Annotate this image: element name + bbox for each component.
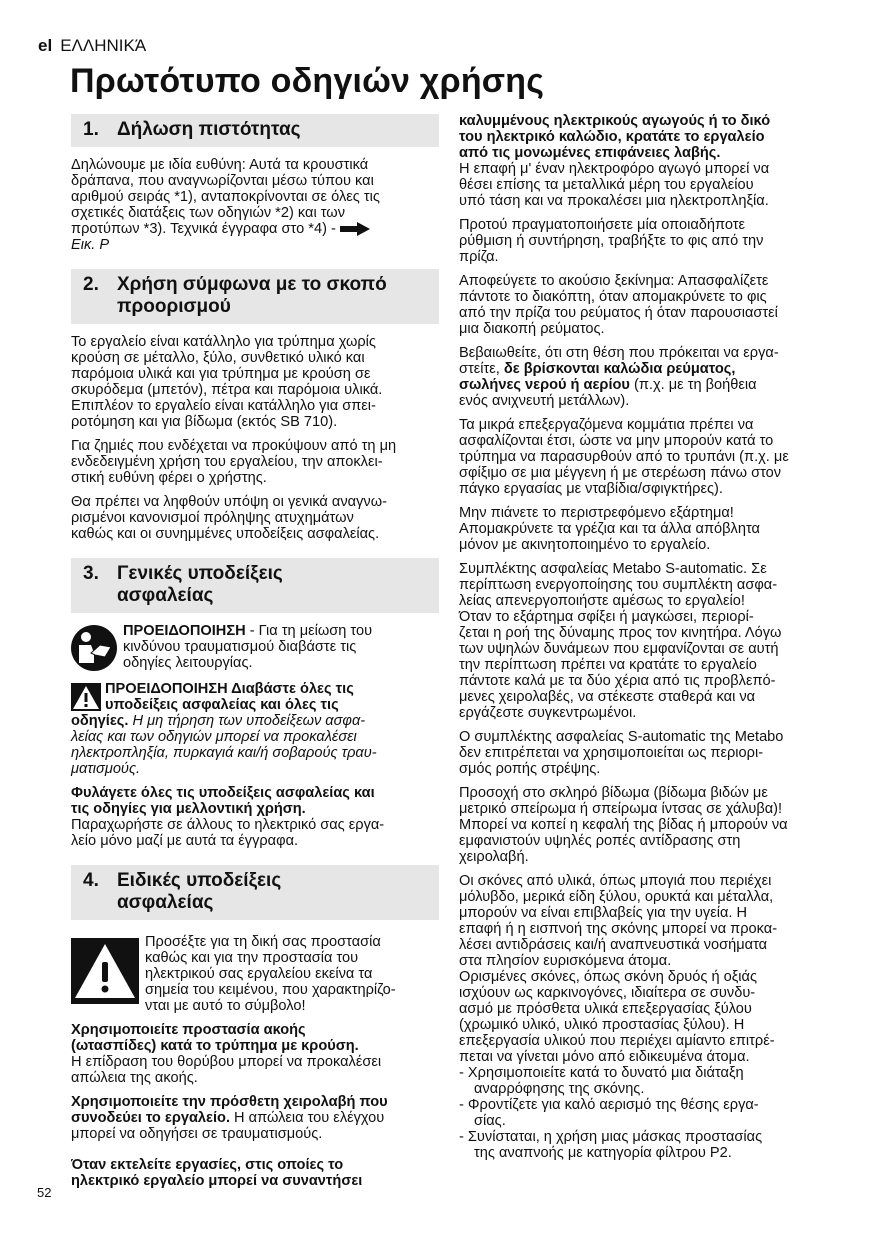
paragraph: Τα μικρά επεξεργαζόμενα κομμάτια πρέπει να ασφαλίζονται έτσι, ώστε να μην μπορούν κατά το τρύπημα να παρασυρθούν από το τρυπάνι (π.χ. με σφίξιμο σε μια μέγγενη ή με στερέωση πάνω στον πάγκο εργασίας με νταβίδια/σφιγκτήρες). — [459, 417, 789, 497]
paragraph-text: (π.χ. με τη βοήθεια ενός ανιχνευτή μετάλλων). — [459, 377, 757, 409]
warning-read-manual — [71, 623, 439, 671]
warning-text: - Για τη μείωση του κινδύνου τραυματισμού διαβάστε τις οδηγίες λειτουργίας. — [123, 623, 373, 671]
paragraph-text: Δηλώνουμε με ιδία ευθύνη: Αυτά τα κρουστικά δράπανα, που αναγνωρίζονται μέσω τύπου και αριθμού σειράς *1), ανταποκρίνονται σε όλες τις σχετικές διατάξεις των οδηγιών *2) και των προτύπων *3). Τεχνικά έγγραφα στο *4) - — [71, 157, 380, 237]
warning-italic-text: Η μη τήρηση των υποδείξεων ασφα- λείας και των οδηγιών μπορεί να προκαλέσει ηλεκτροπληξία, πυρκαγιά και/ή σοβαρούς τραυ- ματισμούς. — [71, 713, 377, 777]
dust-bullet-list — [459, 1065, 834, 1161]
paragraph — [459, 113, 834, 209]
paragraph — [71, 785, 439, 849]
paragraph — [71, 1157, 451, 1189]
read-manual-icon — [71, 625, 117, 671]
warning-symbol-note — [71, 934, 439, 1014]
section-heading-1 — [71, 114, 439, 147]
paragraph: Αποφεύγετε το ακούσιο ξεκίνημα: Απασφαλίζετε πάντοτε το διακόπτη, όταν απομακρύνετε το φις από την πρίζα του ρεύματος ή όταν παρουσιαστεί μια διακοπή ρεύματος. — [459, 273, 778, 337]
paragraph-text: Η επίδραση του θορύβου μπορεί να προκαλέσει απώλεια της ακοής. — [71, 1054, 382, 1086]
section-number: 1. — [83, 119, 99, 140]
bold-text: Όταν εκτελείτε εργασίες, στις οποίες το ηλεκτρικό εργαλείο μπορεί να συναντήσει — [71, 1157, 363, 1189]
figure-reference: Εικ. P — [71, 237, 110, 253]
paragraph — [71, 1094, 439, 1142]
section-number: 2. — [83, 274, 99, 295]
paragraph: Θα πρέπει να ληφθούν υπόψη οι γενικά αναγνω- ρισμένοι κανονισμοί πρόληψης ατυχημάτων καθώς και οι συνημμένες υποδείξεις ασφαλείας. — [71, 494, 387, 542]
declaration-paragraph — [71, 157, 439, 253]
language-code: el — [38, 36, 53, 55]
paragraph: Μην πιάνετε το περιστρεφόμενο εξάρτημα! Απομακρύνετε τα γρέζια και τα άλλα απόβλητα μόνον με ακινητοποιημένο το εργαλείο. — [459, 505, 760, 553]
bold-text: Χρησιμοποιείτε προστασία ακοής (ωτασπίδες) κατά το τρύπημα με κρούση. — [71, 1022, 359, 1054]
section-title: Ειδικές υποδείξεις ασφαλείας — [117, 870, 282, 913]
warning-text: Προσέξτε για τη δική σας προστασία καθώς και για την προστασία του ηλεκτρικού σας εργαλείου εκείνα τα σημεία του κειμένου, που χαρακτηρίζο- νται με αυτό το σύμβολο! — [145, 934, 396, 1014]
paragraph: Ο συμπλέκτης ασφαλείας S-automatic της Metabo δεν επιτρέπεται να χρησιμοποιείται ως περιορι- σμός ροπής στρέψης. — [459, 729, 784, 777]
paragraph: Το εργαλείο είναι κατάλληλο για τρύπημα χωρίς κρούση σε μέταλλο, ξύλο, συνθετικό υλικό και παρόμοια υλικά και για τρύπημα με κρούση σε σκυρόδεμα (μπετόν), πέτρα και παρόμοια υλικά. Επιπλέον το εργαλείο είναι κατάλληλο για σπει- ροτόμηση και για βίδωμα (εκτός SB 710). — [71, 334, 383, 430]
section-title: Γενικές υποδείξεις ασφαλείας — [117, 563, 283, 606]
arrow-right-icon — [340, 222, 370, 236]
paragraph-text: Παραχωρήστε σε άλλους το ηλεκτρικό σας εργα- λείο μόνο μαζί με αυτά τα έγγραφα. — [71, 817, 385, 849]
list-item: - Συνίσταται, η χρήση μιας μάσκας προστασίας της αναπνοής με κατηγορία φίλτρου P2. — [459, 1129, 763, 1161]
bold-text: δε βρίσκονται καλώδια ρεύματος, σωλήνες νερού ή αερίου — [459, 361, 736, 393]
paragraph: Συμπλέκτης ασφαλείας Metabo S-automatic. Σε περίπτωση ενεργοποίησης του συμπλέκτη ασφα- λείας απενεργοποιήστε αμέσως το εργαλείο! Όταν το εξάρτημα σφίξει ή μαγκώσει, περιορί- ζεται η ροή της δύναμης προς τον κινητήρα. Λόγω των υψηλών δυνάμεων που εμφανίζονται σε αυτή την περίπτωση πρέπει να κρατάτε το εργαλείο πάντοτε καλά με τα δύο χέρια από τις προβλεπό- μενες χειρολαβές, να στέκεστε σταθερά και να εργάζεστε συγκεντρωμένοι. — [459, 561, 782, 721]
paragraph: Οι σκόνες από υλικά, όπως μπογιά που περιέχει μόλυβδο, μερικά είδη ξύλου, ορυκτά και μέταλλα, μπορούν να είναι επιβλαβείς για την υγεία. Η επαφή ή η εισπνοή της σκόνης μπορεί να προκα- λέσει αντιδράσεις και/ή αναπνευστικά νοσήματα στα πλησίον ευρισκόμενα άτομα. Ορισμένες σκόνες, όπως σκόνη δρυός ή οξιάς ισχύουν ως καρκινογόνες, ιδιαίτερα σε συνδυ- ασμό με πρόσθετα υλικά επεξεργασίας ξύλου (χρωμικό υλικό, υλικό προστασίας ξύλου). Η επεξεργασία υλικού που περιέχει αμίαντο επιτρέ- πεται να γίνεται μόνο από ειδικευμένα άτομα. — [459, 873, 778, 1065]
warning-triangle-icon — [71, 683, 101, 711]
paragraph: Προτού πραγματοποιήσετε μία οποιαδήποτε ρύθμιση ή συντήρηση, τραβήξτε το φις από την πρίζα. — [459, 217, 764, 265]
paragraph-text: Βεβαιωθείτε, ότι στη θέση που πρόκειται να εργα- στείτε, — [459, 345, 779, 377]
paragraph: Για ζημιές που ενδέχεται να προκύψουν από τη μη ενδεδειγμένη χρήση του εργαλείου, την αποκλει- στική ευθύνη φέρει ο χρήστης. — [71, 438, 397, 486]
left-column — [71, 114, 439, 1150]
warning-bold-text: ΠΡΟΕΙΔΟΠΟΙΗΣΗ Διαβάστε όλες τις υποδείξεις ασφαλείας και όλες τις οδηγίες. — [71, 681, 354, 729]
section-heading-3 — [71, 558, 439, 613]
bold-text: Χρησιμοποιείτε την πρόσθετη χειρολαβή που συνοδεύει το εργαλείο. — [71, 1094, 388, 1126]
page-number: 52 — [37, 1185, 52, 1200]
language-label — [38, 36, 146, 56]
section-number: 3. — [83, 563, 99, 584]
section-heading-2 — [71, 269, 439, 324]
list-item: - Χρησιμοποιείτε κατά το δυνατό μια διάταξη αναρρόφησης της σκόνης. — [459, 1065, 744, 1097]
section-heading-4 — [71, 865, 439, 920]
warning-label: ΠΡΟΕΙΔΟΠΟΙΗΣΗ — [123, 623, 246, 639]
paragraph-text: Η απώλεια του ελέγχου μπορεί να οδηγήσει σε τραυματισμούς. — [71, 1110, 385, 1142]
section-title: Δήλωση πιστότητας — [117, 119, 301, 140]
bold-text: Φυλάγετε όλες τις υποδείξεις ασφαλείας και τις οδηγίες για μελλοντική χρήση. — [71, 785, 375, 817]
paragraph: Προσοχή στο σκληρό βίδωμα (βίδωμα βιδών με μετρικό σπείρωμα ή σπείρωμα ίντσας σε χάλυβα)! Μπορεί να κοπεί η κεφαλή της βίδας ή μπορούν να εμφανιστούν υψηλές ροπές αντίδρασης στη χειρολαβή. — [459, 785, 788, 865]
paragraph — [71, 1022, 439, 1086]
paragraph-text: Η επαφή μ' έναν ηλεκτροφόρο αγωγό μπορεί να θέσει επίσης τα μεταλλικά μέρη του εργαλείου υπό τάση και να προκαλέσει μια ηλεκτροπληξία. — [459, 161, 770, 209]
warning-read-all — [71, 681, 439, 777]
paragraph — [459, 345, 834, 409]
language-name: ΕΛΛΗΝΙΚΆ — [60, 36, 147, 55]
page-title: Πρωτότυπο οδηγιών χρήσης — [70, 62, 545, 100]
section-title: Χρήση σύμφωνα με το σκοπό προορισμού — [117, 274, 387, 317]
list-item: - Φροντίζετε για καλό αερισμό της θέσης εργα- σίας. — [459, 1097, 759, 1129]
bold-text-continued: καλυμμένους ηλεκτρικούς αγωγούς ή το δικό του ηλεκτρικό καλώδιο, κρατάτε το εργαλείο από τις μονωμένες επιφάνειες λαβής. — [459, 113, 771, 161]
warning-triangle-icon — [71, 938, 139, 1004]
section-number: 4. — [83, 870, 99, 891]
